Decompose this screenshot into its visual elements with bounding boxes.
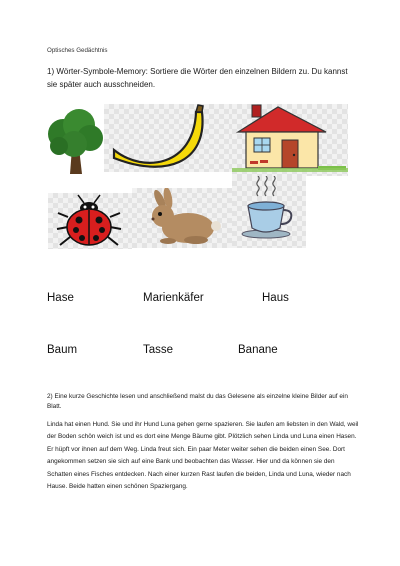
word-tasse: Tasse: [143, 344, 174, 356]
rabbit-icon: [132, 188, 232, 248]
word-baum: Baum: [47, 344, 78, 356]
story-text: Linda hat einen Hund. Sie und ihr Hund Luna gehen gerne spazieren. Sie laufen am liebsten in den Wald, weil der Boden schön weich ist und es dort eine Menge Bäume gibt. Plötzlich sehen Linda und Luna einen Hasen. Er hüpft vor ihnen auf dem Weg. Linda freut sich. Ein paar Meter weiter sehen die beiden einen See. Dort angekommen setzen sie sich auf eine Bank und beobachten das Wasser. Hier und da können sie den Schatten eines Fisches entdecken. Nach einer kurzen Rast laufen die beiden, Linda und Luna, wieder nach Hause. Beide hatten einen schönen Spaziergang.: [47, 421, 359, 491]
tree-icon: [46, 108, 104, 176]
task-2-instruction: 2) Eine kurze Geschichte lesen und anschließend malst du das Gelesene als einzelne kleine Bilder auf ein Blatt.: [47, 393, 348, 410]
cup-icon: [232, 176, 306, 248]
word-hase: Hase: [47, 292, 74, 304]
banana-icon: [104, 104, 232, 172]
ladybug-icon: [48, 193, 132, 249]
word-banane: Banane: [238, 344, 278, 356]
word-marienkaefer: Marienkäfer: [143, 292, 204, 304]
word-haus: Haus: [262, 292, 289, 304]
house-icon: [232, 104, 348, 176]
task-1-instruction: 1) Wörter-Symbole-Memory: Sortiere die Wörter den einzelnen Bildern zu. Du kannst sie später auch ausschneiden.: [47, 67, 348, 89]
page-heading: Optisches Gedächtnis: [47, 47, 108, 54]
